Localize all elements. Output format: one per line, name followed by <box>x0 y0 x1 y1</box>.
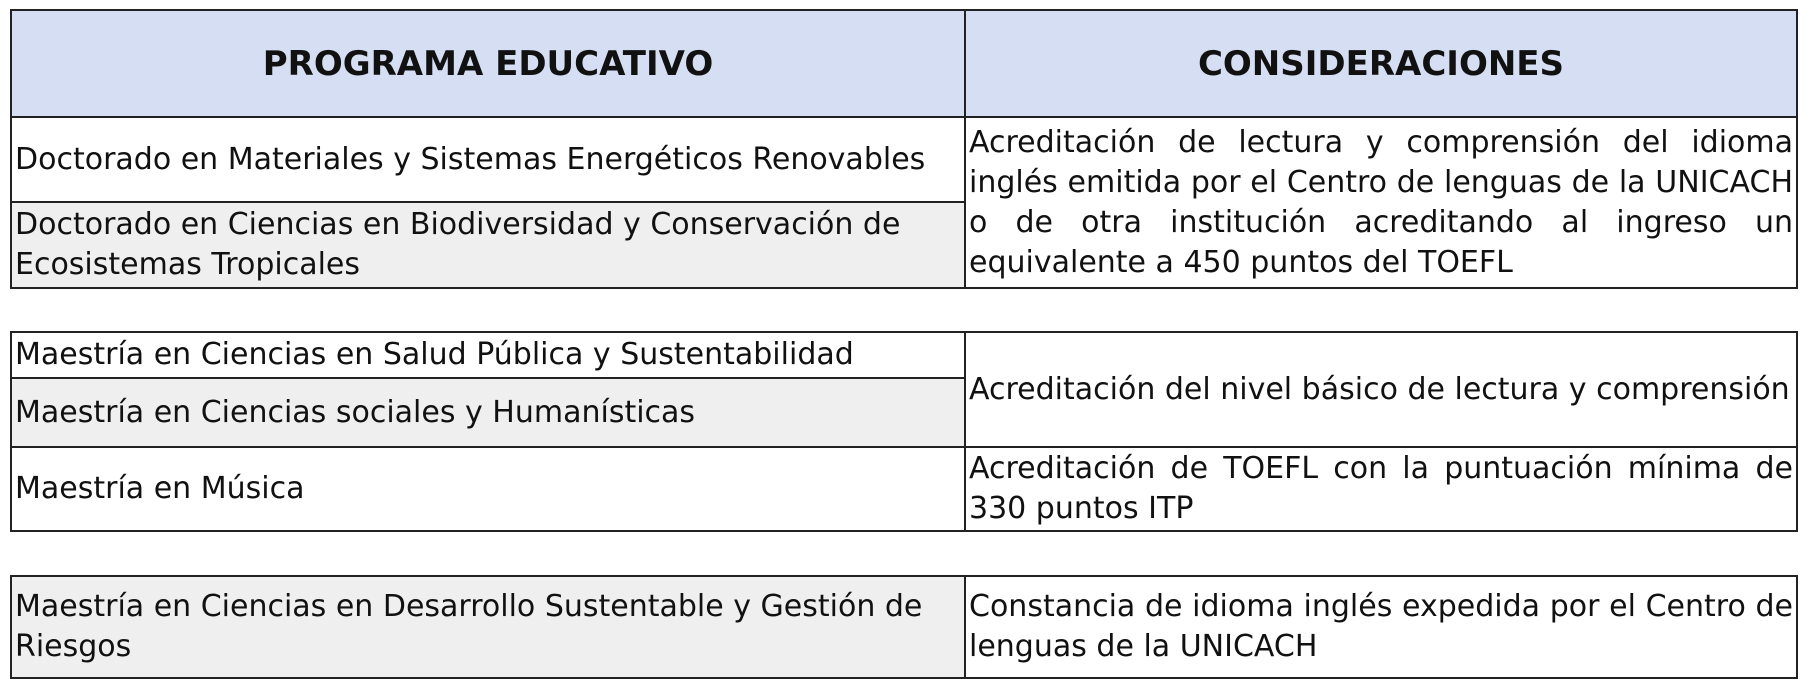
consideration-text: Acreditación del nivel básico de lectura y comprensión <box>969 371 1790 407</box>
program-cell <box>12 448 966 530</box>
program-name: Maestría en Música <box>15 471 305 506</box>
consideration-cell <box>966 118 1796 287</box>
program-cell <box>12 577 966 677</box>
consideration-cell <box>966 333 1796 448</box>
consideration-text: Acreditación de lectura y comprensión del idioma inglés emitida por el Centro de lenguas de la UNICACH o de otra institución acreditando al ingreso un equivalente a 450 puntos del TOEFL <box>969 124 1793 280</box>
requirements-table-doctorates <box>10 9 1798 289</box>
consideration-text: Acreditación de TOEFL con la puntuación mínima de 330 puntos ITP <box>969 451 1793 526</box>
consideration-cell <box>966 577 1796 677</box>
program-cell <box>12 203 966 287</box>
consideration-text: Constancia de idioma inglés expedida por el Centro de lenguas de la UNICACH <box>969 589 1793 664</box>
program-name: Doctorado en Materiales y Sistemas Energéticos Renovables <box>15 141 926 177</box>
program-cell <box>12 118 966 203</box>
requirements-table-masters <box>10 331 1798 532</box>
program-name: Maestría en Ciencias en Salud Pública y Sustentabilidad <box>15 337 854 372</box>
program-cell <box>12 333 966 379</box>
program-cell <box>12 379 966 448</box>
header-programa-label: PROGRAMA EDUCATIVO <box>262 43 714 84</box>
requirements-table-sustainable-development <box>10 575 1798 679</box>
program-name: Maestría en Ciencias sociales y Humanísticas <box>15 394 696 430</box>
consideration-cell <box>966 448 1796 530</box>
header-consideraciones-label: CONSIDERACIONES <box>1197 43 1565 84</box>
program-name: Maestría en Ciencias en Desarrollo Sustentable y Gestión de Riesgos <box>15 589 923 664</box>
header-programa-educativo <box>12 11 966 118</box>
program-name: Doctorado en Ciencias en Biodiversidad y Conservación de Ecosistemas Tropicales <box>15 207 901 282</box>
header-consideraciones <box>966 11 1796 118</box>
